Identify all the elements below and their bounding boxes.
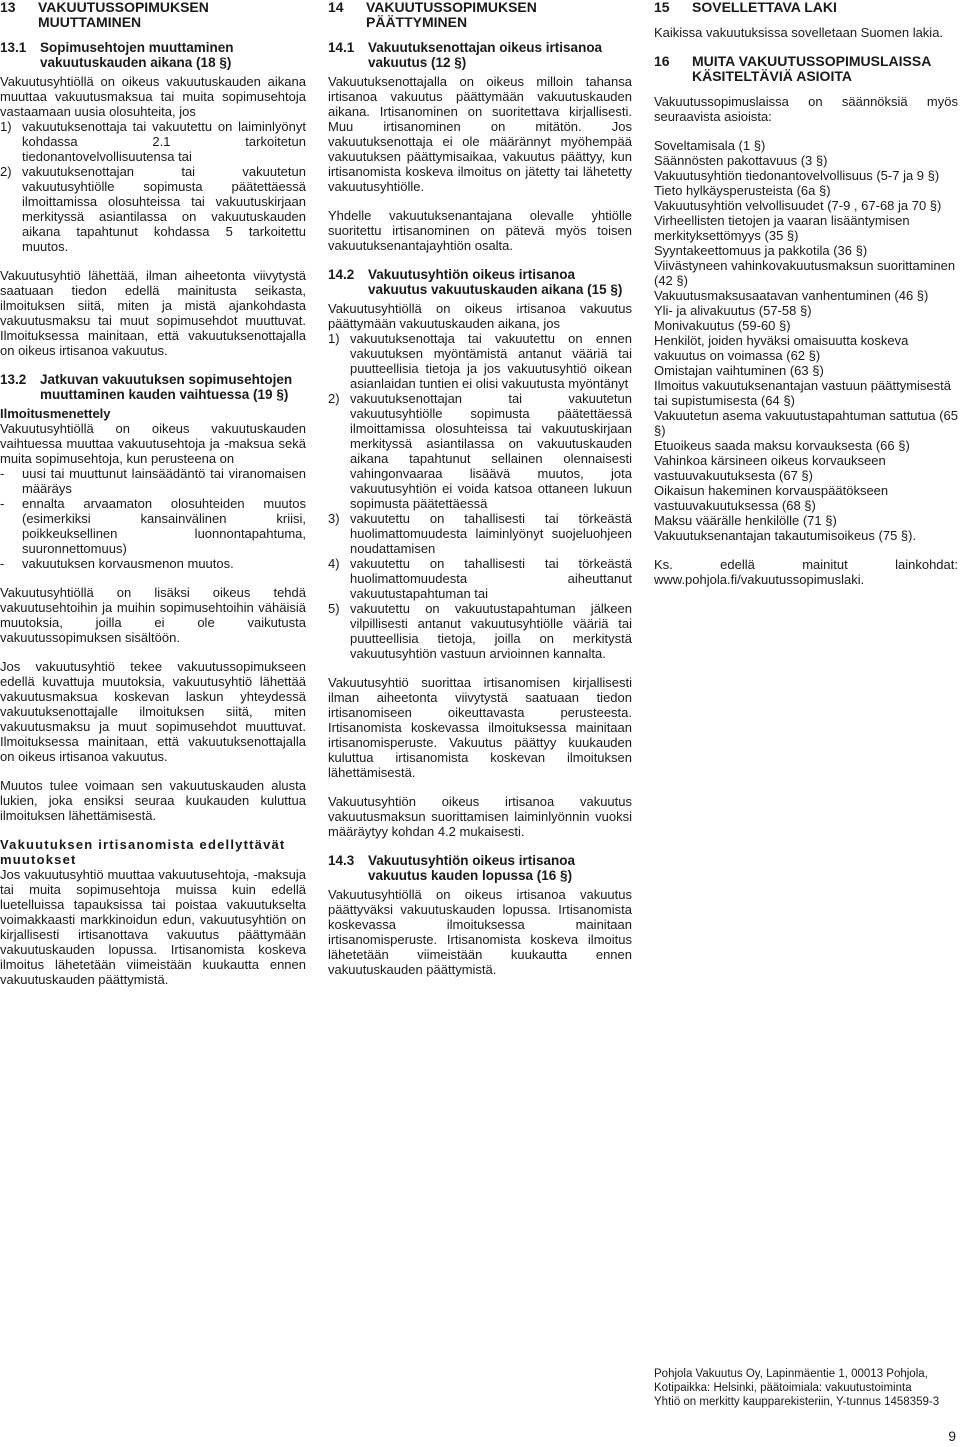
list-item: Virheellisten tietojen ja vaaran lisääntymisen merkityksettömyys (35 §): [654, 213, 910, 243]
list-item: Säännösten pakottavuus (3 §): [654, 153, 828, 168]
paragraph: Vakuutuksenottajalla on oikeus milloin tahansa irtisanoa vakuutus päättymään vakuutuskauden aikana. Irtisanominen on suoritettava kirjallisesti. Muu irtisanominen on mitätön. Jos vakuutuksenottaja ei ole määrännyt myöhempää vakuutuksen päättymisaikaa, vakuutus päättyy, kun irtisanomista koskeva ilmoitus on jätetty tai lähetetty vakuutusyhtiölle.: [328, 74, 632, 194]
section-number: 14: [328, 0, 344, 15]
paragraph: Jos vakuutusyhtiö tekee vakuutussopimukseen edellä kuvattuja muutoksia, vakuutusyhtiö lähettää vakuutusmaksua koskevan laskun yhteydessä vakuutuksenottajalle ilmoituksen siitä, miten vakuutusmaksu ja muut sopimusehdot muuttuvat. Ilmoituksessa mainitaan, että vakuutuksenottajalla on oikeus irtisanoa vakuutus.: [0, 659, 306, 764]
list-marker: 3): [328, 511, 340, 526]
list-text: ennalta arvaamaton olosuhteiden muutos (esimerkiksi kansainvälinen kriisi, poikkeuksellinen luonnontapahtuma, suuronnettomuus): [22, 496, 306, 556]
section-16-heading: [654, 54, 958, 84]
list-item: Vakuutusyhtiön tiedonantovelvollisuus (5-7 ja 9 §): [654, 168, 940, 183]
company-footer: [654, 1367, 954, 1409]
section-14-2-heading: [328, 267, 632, 297]
section-number: 14.2: [328, 267, 355, 282]
paragraph: Kaikissa vakuutuksissa sovelletaan Suomen lakia.: [654, 25, 944, 40]
section-title: MUITA VAKUUTUSSOPIMUSLAISSA KÄSITELTÄVIÄ ASIOITA: [692, 53, 931, 84]
section-14-1-heading: [328, 40, 632, 70]
section-number: 15: [654, 0, 670, 15]
paragraph: Ks. edellä mainitut lainkohdat: www.pohjola.fi/vakuutussopimuslaki.: [654, 557, 958, 587]
subheading-ilmoitusmenettely: Ilmoitusmenettely: [0, 406, 111, 421]
list-text: vakuutuksenottaja tai vakuutettu on ennen vakuutuksen myöntämistä antanut vääriä tai puutteellisia tietoja ja jos vakuutusyhtiö oikean asianlaidan tuntien ei olisi vakuutusta myöntänyt: [350, 331, 632, 391]
list-item: [328, 556, 632, 601]
list-item: [0, 164, 306, 254]
list-text: vakuutettu on tahallisesti tai törkeästä huolimattomuudesta aiheuttanut vakuutustapahtuman tai: [350, 556, 632, 601]
list-text: vakuutettu on tahallisesti tai törkeästä huolimattomuudesta laiminlyönyt suojeluohjeen noudattamisen: [350, 511, 632, 556]
list-item: Syyntakeettomuus ja pakkotila (36 §): [654, 243, 868, 258]
list-item: Omistajan vaihtuminen (63 §): [654, 363, 824, 378]
list-item: Yli- ja alivakuutus (57-58 §): [654, 303, 812, 318]
list-item: Vakuutetun asema vakuutustapahtuman sattutua (65 §): [654, 408, 959, 438]
list-text: vakuutuksenottajan tai vakuutetun vakuutusyhtiölle sopimusta päätettäessä ilmoittamissa olosuhteissa tai vakuutuskirjaan merkityssä asiantilassa on vakuutuskauden aikana tapahtunut kohdassa 5 tarkoitettu muutos.: [22, 164, 306, 254]
section-number: 14.1: [328, 40, 355, 55]
list-text: vakuutuksenottajan tai vakuutetun vakuutusyhtiölle sopimusta päätettäessä ilmoittamissa olosuhteissa tai vakuutuskirjaan merkityssä asiantilassa on vakuutuskauden aikana tapahtunut sellainen olennaisesti vahingonvaaraa lisäävä muutos, jota vakuutusyhtiön ei voida katsoa ottaneen lukuun sopimusta päätettäessä: [350, 391, 632, 511]
section-title: SOVELLETTAVA LAKI: [692, 0, 837, 15]
footer-line: Pohjola Vakuutus Oy, Lapinmäentie 1, 00013 Pohjola,: [654, 1368, 928, 1380]
list-item: Henkilöt, joiden hyväksi omaisuutta koskeva vakuutus on voimassa (62 §): [654, 333, 909, 363]
list-item: [0, 496, 306, 556]
list-marker: -: [0, 556, 5, 571]
section-title: Vakuutuksenottajan oikeus irtisanoa vakuutus (12 §): [368, 40, 603, 70]
list-item: Tieto hylkäysperusteista (6a §): [654, 183, 831, 198]
paragraph: Vakuutusyhtiön oikeus irtisanoa vakuutus vakuutusmaksun suorittamisen laiminlyönnin vuoksi määräytyy kohdan 4.2 mukaisesti.: [328, 794, 632, 839]
list-item: [0, 556, 306, 571]
list-item: Soveltamisala (1 §): [654, 138, 766, 153]
section-title: Sopimusehtojen muuttaminen vakuutuskauden aikana (18 §): [40, 40, 234, 70]
section-title: Jatkuvan vakuutuksen sopimusehtojen muuttaminen kauden vaihtuessa (19 §): [40, 372, 293, 402]
list-item: Ilmoitus vakuutuksenantajan vastuun päättymisestä tai supistumisesta (64 §): [654, 378, 952, 408]
section-13-heading: [0, 0, 306, 30]
footer-line: Yhtiö on merkitty kaupparekisteriin, Y-tunnus 1458359-3: [654, 1396, 940, 1408]
paragraph: Vakuutussopimuslaissa on säännöksiä myös seuraavista asioista:: [654, 94, 958, 124]
topic-list: [654, 138, 958, 543]
numbered-list: [0, 119, 306, 254]
list-marker: 1): [328, 331, 340, 346]
section-number: 13.2: [0, 372, 27, 387]
numbered-list: [328, 331, 632, 661]
list-item: [328, 331, 632, 391]
section-number: 13.1: [0, 40, 27, 55]
list-marker: 4): [328, 556, 340, 571]
paragraph: Vakuutusyhtiö lähettää, ilman aiheetonta viivytystä saatuaan tiedon edellä mainitusta seikasta, ilmoituksen siitä, miten ja mistä ajankohdasta vakuutusmaksu tai muut sopimusehdot muuttuvat. Ilmoituksessa mainitaan, että vakuutuksenottajalla on oikeus irtisanoa vakuutus.: [0, 268, 306, 358]
list-item: [328, 511, 632, 556]
paragraph: Vakuutusyhtiöllä on oikeus irtisanoa vakuutus päättymään vakuutuskauden aikana, jos: [328, 301, 632, 331]
list-item: Vakuutuksenantajan takautumisoikeus (75 §).: [654, 528, 917, 543]
section-14-heading: [328, 0, 632, 30]
paragraph: Jos vakuutusyhtiö muuttaa vakuutusehtoja, -maksuja tai muita sopimusehtoja muissa kuin edellä luetelluissa tapauksissa tai poistaa vakuutukselta voimakkaasti markkinoidun edun, vakuutusyhtiön on kirjallisesti irtisanottava vakuutus päättymään vakuutuskauden lopussa. Irtisanomista koskeva ilmoitus lähetetään viimeistään kuukautta ennen vakuutuskauden päättymistä.: [0, 867, 306, 987]
paragraph: Vakuutusyhtiöllä on oikeus vakuutuskauden vaihtuessa muuttaa vakuutusehtoja ja -maksua sekä muita sopimusehtoja, kun perusteena on: [0, 421, 306, 466]
section-number: 16: [654, 53, 670, 69]
list-item: Vakuutusmaksusaatavan vanhentuminen (46 §): [654, 288, 929, 303]
page-number: 9: [948, 1428, 956, 1444]
list-item: [0, 119, 306, 164]
section-15-heading: [654, 0, 958, 15]
list-marker: -: [0, 466, 5, 481]
list-marker: 2): [328, 391, 340, 406]
section-title: Vakuutusyhtiön oikeus irtisanoa vakuutus vakuutuskauden aikana (15 §): [368, 267, 623, 297]
list-item: [328, 601, 632, 661]
list-marker: 2): [0, 164, 12, 179]
paragraph: Yhdelle vakuutuksenantajana olevalle yhtiölle suoritettu irtisanominen on pätevä myös toisen vakuutuksenantajayhtiön osalta.: [328, 208, 632, 253]
list-item: Oikaisun hakeminen korvauspäätökseen vastuuvakuutuksessa (68 §): [654, 483, 889, 513]
section-13-2-heading: [0, 372, 306, 402]
section-number: 14.3: [328, 853, 355, 868]
bullet-list: [0, 466, 306, 571]
column-3: [654, 0, 958, 601]
list-item: Monivakuutus (59-60 §): [654, 318, 791, 333]
list-marker: -: [0, 496, 5, 511]
list-marker: 1): [0, 119, 12, 134]
list-text: vakuutuksenottaja tai vakuutettu on laiminlyönyt kohdassa 2.1 tarkoitetun tiedonantovelvollisuutensa tai: [22, 119, 306, 164]
section-14-3-heading: [328, 853, 632, 883]
list-text: vakuutettu on vakuutustapahtuman jälkeen vilpillisesti antanut vakuutusyhtiölle vääriä tai puutteellisia tietoja, joilla on merkitystä vakuutusyhtiön vastuun arvioinnen kannalta.: [350, 601, 632, 661]
paragraph: Vakuutusyhtiö suorittaa irtisanomisen kirjallisesti ilman aiheetonta viivytystä saatuaan tiedon irtisanomiseen oikeuttavasta perusteesta. Irtisanomista koskevassa ilmoituksessa mainitaan irtisanomisperuste. Vakuutus päättyy kuukauden kuluttua irtisanomista koskevan ilmoituksen lähettämisestä.: [328, 675, 632, 780]
list-item: Maksu väärälle henkilölle (71 §): [654, 513, 837, 528]
section-13-1-heading: [0, 40, 306, 70]
subheading-irtisanomista: Vakuutuksen irtisanomista edellyttävät muutokset: [0, 837, 286, 867]
paragraph: Muutos tulee voimaan sen vakuutuskauden alusta lukien, joka ensiksi seuraa kuukauden kuluttua ilmoituksen lähettämisestä.: [0, 778, 306, 823]
paragraph: Vakuutusyhtiöllä on lisäksi oikeus tehdä vakuutusehtoihin ja muihin sopimusehtoihin vähäisiä muutoksia, joilla ei ole vaikutusta vakuutussopimuksen sisältöön.: [0, 585, 306, 645]
list-text: vakuutuksen korvausmenon muutos.: [22, 556, 234, 571]
section-number: 13: [0, 0, 16, 15]
column-1: [0, 0, 306, 1001]
column-2: [328, 0, 632, 991]
paragraph: Vakuutusyhtiöllä on oikeus vakuutuskauden aikana muuttaa vakuutusmaksua tai muita sopimusehtoja vastaamaan uusia olosuhteita, jos: [0, 74, 306, 119]
list-item: Etuoikeus saada maksu korvauksesta (66 §): [654, 438, 910, 453]
list-text: uusi tai muuttunut lainsäädäntö tai viranomaisen määräys: [22, 466, 306, 496]
paragraph: Vakuutusyhtiöllä on oikeus irtisanoa vakuutus päättyväksi vakuutuskauden lopussa. Irtisanomista koskevassa ilmoituksessa mainitaan irtisanomisperuste. Irtisanomista koskeva ilmoitus lähetetään viimeistään kuukautta ennen vakuutuskauden päättymistä.: [328, 887, 632, 977]
section-title: VAKUUTUSSOPIMUKSEN MUUTTAMINEN: [38, 0, 209, 30]
footer-line: Kotipaikka: Helsinki, päätoimiala: vakuutustoiminta: [654, 1382, 912, 1394]
section-title: VAKUUTUSSOPIMUKSEN PÄÄTTYMINEN: [366, 0, 537, 30]
list-item: Vakuutusyhtiön velvollisuudet (7-9 , 67-68 ja 70 §): [654, 198, 942, 213]
section-title: Vakuutusyhtiön oikeus irtisanoa vakuutus kauden lopussa (16 §): [368, 853, 576, 883]
list-item: Vahinkoa kärsineen oikeus korvaukseen vastuuvakuutuksesta (67 §): [654, 453, 886, 483]
list-item: [0, 466, 306, 496]
list-item: [328, 391, 632, 511]
list-item: Viivästyneen vahinkovakuutusmaksun suorittaminen (42 §): [654, 258, 956, 288]
list-marker: 5): [328, 601, 340, 616]
